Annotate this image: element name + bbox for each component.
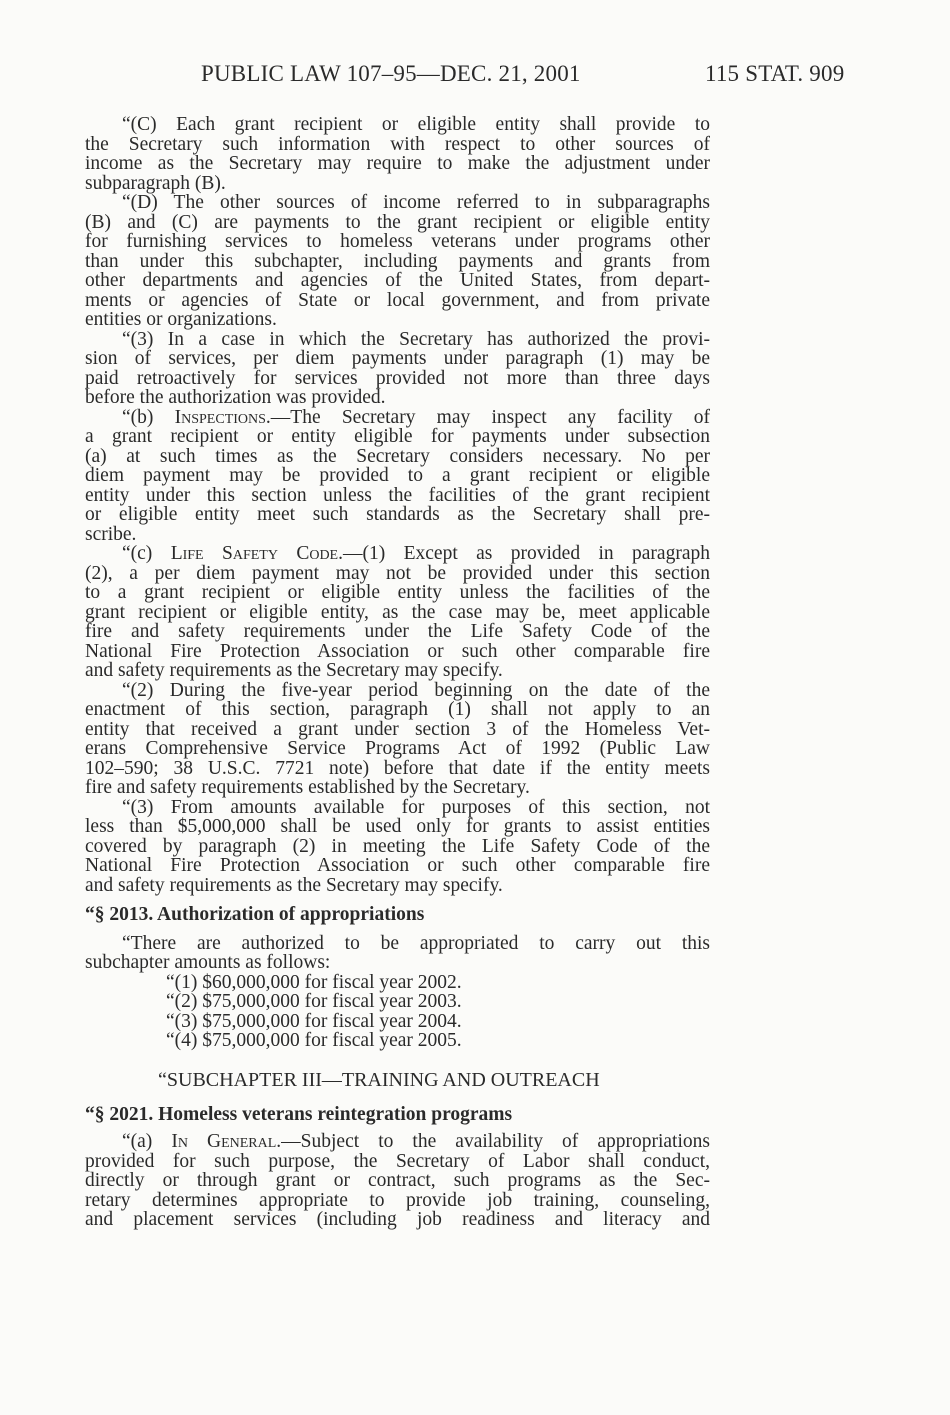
text-line: ments or agencies of State or local government, and from private bbox=[85, 290, 710, 311]
text-line: before the authorization was provided. bbox=[85, 387, 386, 408]
text-line: “There are authorized to be appropriated to carry out this bbox=[122, 933, 710, 954]
text-line: National Fire Protection Association or such other comparable fire bbox=[85, 855, 710, 876]
text-line: “(C) Each grant recipient or eligible entity shall provide to bbox=[122, 114, 710, 135]
para-text: .—The Secretary may inspect any facility of bbox=[265, 407, 710, 428]
text-line: subparagraph (B). bbox=[85, 173, 226, 194]
text-line: sion of services, per diem payments under paragraph (1) may be bbox=[85, 348, 710, 369]
text-line: income as the Secretary may require to make the adjustment under bbox=[85, 153, 710, 174]
text-line: a grant recipient or entity eligible for payments under subsection bbox=[85, 426, 710, 447]
text-line: entities or organizations. bbox=[85, 309, 277, 330]
text-line: diem payment may be provided to a grant recipient or eligible bbox=[85, 465, 710, 486]
text-line: fire and safety requirements established by the Secretary. bbox=[85, 777, 530, 798]
running-title: PUBLIC LAW 107–95—DEC. 21, 2001 bbox=[201, 61, 581, 86]
text-line: “(D) The other sources of income referred to in subparagraphs bbox=[122, 192, 710, 213]
text-line: scribe. bbox=[85, 524, 137, 545]
text-line bbox=[85, 1132, 710, 1152]
section-heading: “§ 2021. Homeless veterans reintegration programs bbox=[85, 1104, 513, 1125]
text-line: retary determines appropriate to provide job training, counseling, bbox=[85, 1190, 710, 1211]
text-line: covered by paragraph (2) in meeting the Life Safety Code of the bbox=[85, 836, 710, 857]
text-line: less than $5,000,000 shall be used only for grants to assist entities bbox=[85, 816, 710, 837]
text-line: other departments and agencies of the United States, from depart- bbox=[85, 270, 710, 291]
text-line: “(3) From amounts available for purposes of this section, not bbox=[122, 797, 710, 818]
section-heading: “§ 2013. Authorization of appropriations bbox=[85, 904, 425, 925]
text-line: the Secretary such information with respect to other sources of bbox=[85, 134, 710, 155]
text-line: enactment of this section, paragraph (1) shall not apply to an bbox=[85, 699, 710, 720]
text-line: fire and safety requirements under the Life Safety Code of the bbox=[85, 621, 710, 642]
page-number: 115 STAT. 909 bbox=[705, 61, 845, 86]
text-line: National Fire Protection Association or such other comparable fire bbox=[85, 641, 710, 662]
text-line bbox=[85, 408, 710, 428]
para-prefix: “(a) bbox=[122, 1131, 172, 1152]
text-line: 102–590; 38 U.S.C. 7721 note) before that date if the entity meets bbox=[85, 758, 710, 779]
text-line: (a) at such times as the Secretary considers necessary. No per bbox=[85, 446, 710, 467]
text-line: to a grant recipient or eligible entity unless the facilities of the bbox=[85, 582, 710, 603]
subsection-heading: In General bbox=[171, 1131, 277, 1152]
text-line: grant recipient or eligible entity, as the case may be, meet applicable bbox=[85, 602, 710, 623]
subsection-heading: Life Safety Code bbox=[170, 543, 339, 564]
subchapter-heading: “SUBCHAPTER III—TRAINING AND OUTREACH bbox=[158, 1069, 600, 1091]
text-line: (B) and (C) are payments to the grant recipient or eligible entity bbox=[85, 212, 710, 233]
subsection-heading: Inspections bbox=[174, 407, 266, 428]
list-item: “(2) $75,000,000 for fiscal year 2003. bbox=[166, 991, 462, 1012]
text-line: “(2) During the five-year period beginning on the date of the bbox=[122, 680, 710, 701]
text-line: or eligible entity meet such standards as the Secretary shall pre- bbox=[85, 504, 710, 525]
text-line: (2), a per diem payment may not be provided under this section bbox=[85, 563, 710, 584]
para-text: .—Subject to the availability of appropriations bbox=[276, 1131, 710, 1152]
list-item: “(1) $60,000,000 for fiscal year 2002. bbox=[166, 972, 462, 993]
text-line bbox=[85, 544, 710, 564]
list-item: “(3) $75,000,000 for fiscal year 2004. bbox=[166, 1011, 462, 1032]
text-line: provided for such purpose, the Secretary of Labor shall conduct, bbox=[85, 1151, 710, 1172]
text-line: and placement services (including job readiness and literacy and bbox=[85, 1209, 710, 1230]
text-line: “(3) In a case in which the Secretary has authorized the provi- bbox=[122, 329, 710, 350]
text-line: directly or through grant or contract, such programs as the Sec- bbox=[85, 1170, 710, 1191]
text-line: and safety requirements as the Secretary may specify. bbox=[85, 875, 503, 896]
text-line: entity that received a grant under section 3 of the Homeless Vet- bbox=[85, 719, 710, 740]
para-prefix: “(c) bbox=[122, 543, 171, 564]
para-text: .—(1) Except as provided in paragraph bbox=[338, 543, 710, 564]
text-line: subchapter amounts as follows: bbox=[85, 952, 331, 973]
list-item: “(4) $75,000,000 for fiscal year 2005. bbox=[166, 1030, 462, 1051]
text-line: for furnishing services to homeless veterans under programs other bbox=[85, 231, 710, 252]
text-line: erans Comprehensive Service Programs Act of 1992 (Public Law bbox=[85, 738, 710, 759]
text-line: than under this subchapter, including payments and grants from bbox=[85, 251, 710, 272]
para-prefix: “(b) bbox=[122, 407, 175, 428]
text-line: entity under this section unless the facilities of the grant recipient bbox=[85, 485, 710, 506]
text-line: and safety requirements as the Secretary may specify. bbox=[85, 660, 503, 681]
text-line: paid retroactively for services provided not more than three days bbox=[85, 368, 710, 389]
